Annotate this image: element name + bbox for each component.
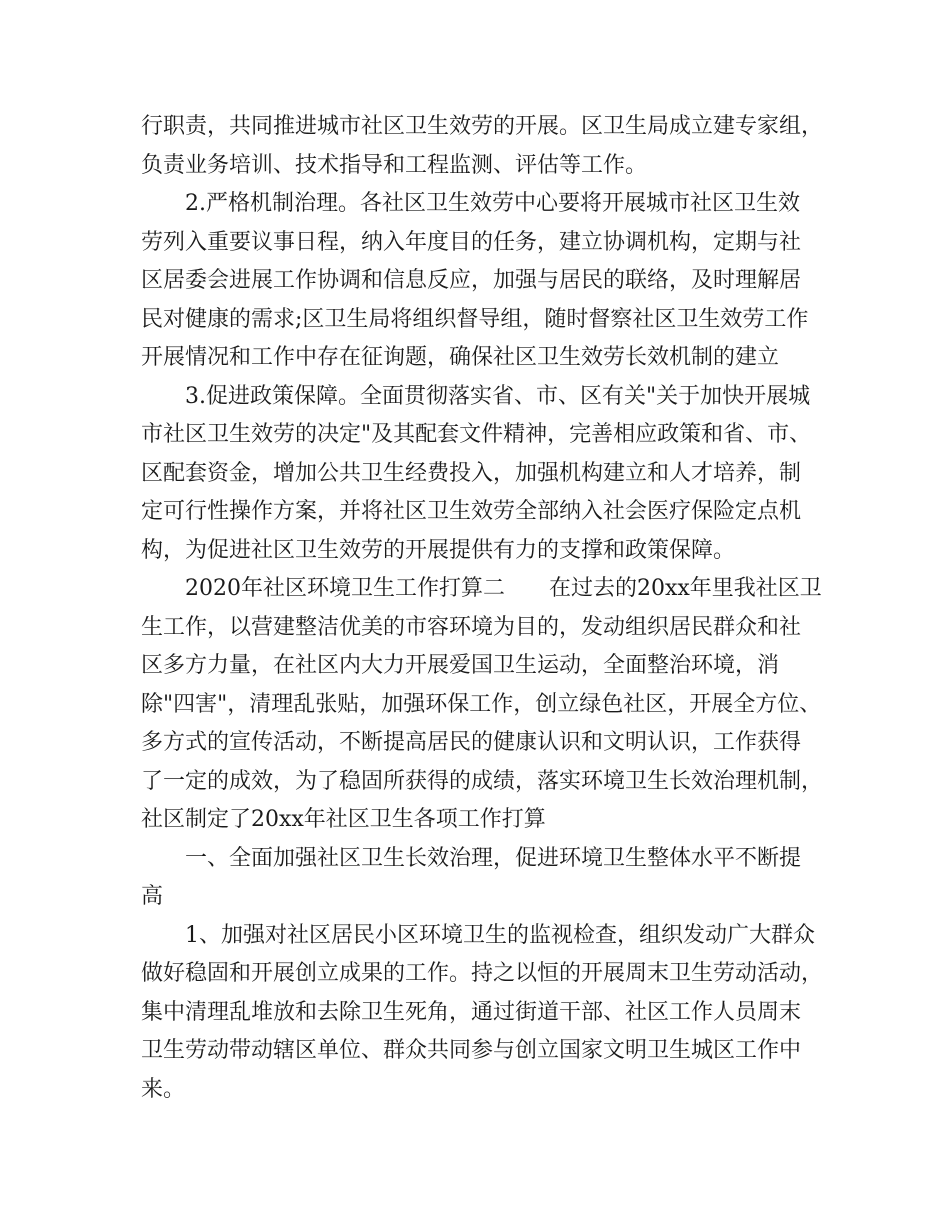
text-line: 多方式的宣传活动，不断提高居民的健康认识和文明认识，工作获得 (141, 730, 802, 755)
text-line: 负责业务培训、技术指导和工程监测、评估等工作。 (141, 152, 648, 178)
text-line: 区居委会进展工作协调和信息反应，加强与居民的联络，及时理解居 (141, 268, 802, 293)
text-line: 构，为促进社区卫生效劳的开展提供有力的支撑和政策保障。 (141, 537, 736, 563)
text-line: 区多方力量，在社区内大力开展爱国卫生运动，全面整治环境，消 (141, 653, 780, 678)
text-line: 行职责，共同推进城市社区卫生效劳的开展。区卫生局成立建专家组， (141, 114, 824, 139)
text-line: 卫生劳动带动辖区单位、群众共同参与创立国家文明卫生城区工作中 (141, 1038, 802, 1063)
text-line: 一、全面加强社区卫生长效治理，促进环境卫生整体水平不断提 (185, 845, 802, 871)
text-line: 劳列入重要议事日程，纳入年度目的任务，建立协调机构，定期与社 (141, 229, 802, 255)
text-line: 来。 (141, 1076, 186, 1102)
text-line: 1、加强对社区居民小区环境卫生的监视检查，组织发动广大群众 (185, 922, 815, 948)
text-line: 除"四害"，清理乱张贴，加强环保工作，创立绿色社区，开展全方位、 (141, 691, 822, 717)
text-line: 做好稳固和开展创立成果的工作。持之以恒的开展周末卫生劳动活动， (141, 961, 824, 986)
text-line: 高 (141, 884, 164, 909)
text-line: 定可行性操作方案，并将社区卫生效劳全部纳入社会医疗保险定点机 (141, 499, 802, 524)
text-line: 民对健康的需求;区卫生局将组织督导组，随时督察社区卫生效劳工作 (141, 306, 809, 332)
text-line: 区配套资金，增加公共卫生经费投入，加强机构建立和人才培养，制 (141, 460, 802, 486)
text-line: 市社区卫生效劳的决定"及其配套文件精神，完善相应政策和省、市、 (141, 422, 812, 447)
text-line: 2020年社区环境卫生工作打算二 在过去的20xx年里我社区卫 (185, 576, 822, 601)
text-line: 3.促进政策保障。全面贯彻落实省、市、区有关"关于加快开展城 (185, 383, 811, 409)
text-line: 了一定的成效，为了稳固所获得的成绩，落实环境卫生长效治理机制， (141, 768, 824, 794)
text-line: 社区制定了20xx年社区卫生各项工作打算 (141, 807, 546, 832)
text-line: 生工作，以营建整洁优美的市容环境为目的，发动组织居民群众和社 (141, 614, 802, 640)
text-line: 开展情况和工作中存在征询题，确保社区卫生效劳长效机制的建立 (141, 345, 780, 370)
text-line: 2.严格机制治理。各社区卫生效劳中心要将开展城市社区卫生效 (185, 191, 800, 216)
text-line: 集中清理乱堆放和去除卫生死角，通过街道干部、社区工作人员周末 (141, 999, 802, 1025)
document-body (0, 108, 950, 1109)
